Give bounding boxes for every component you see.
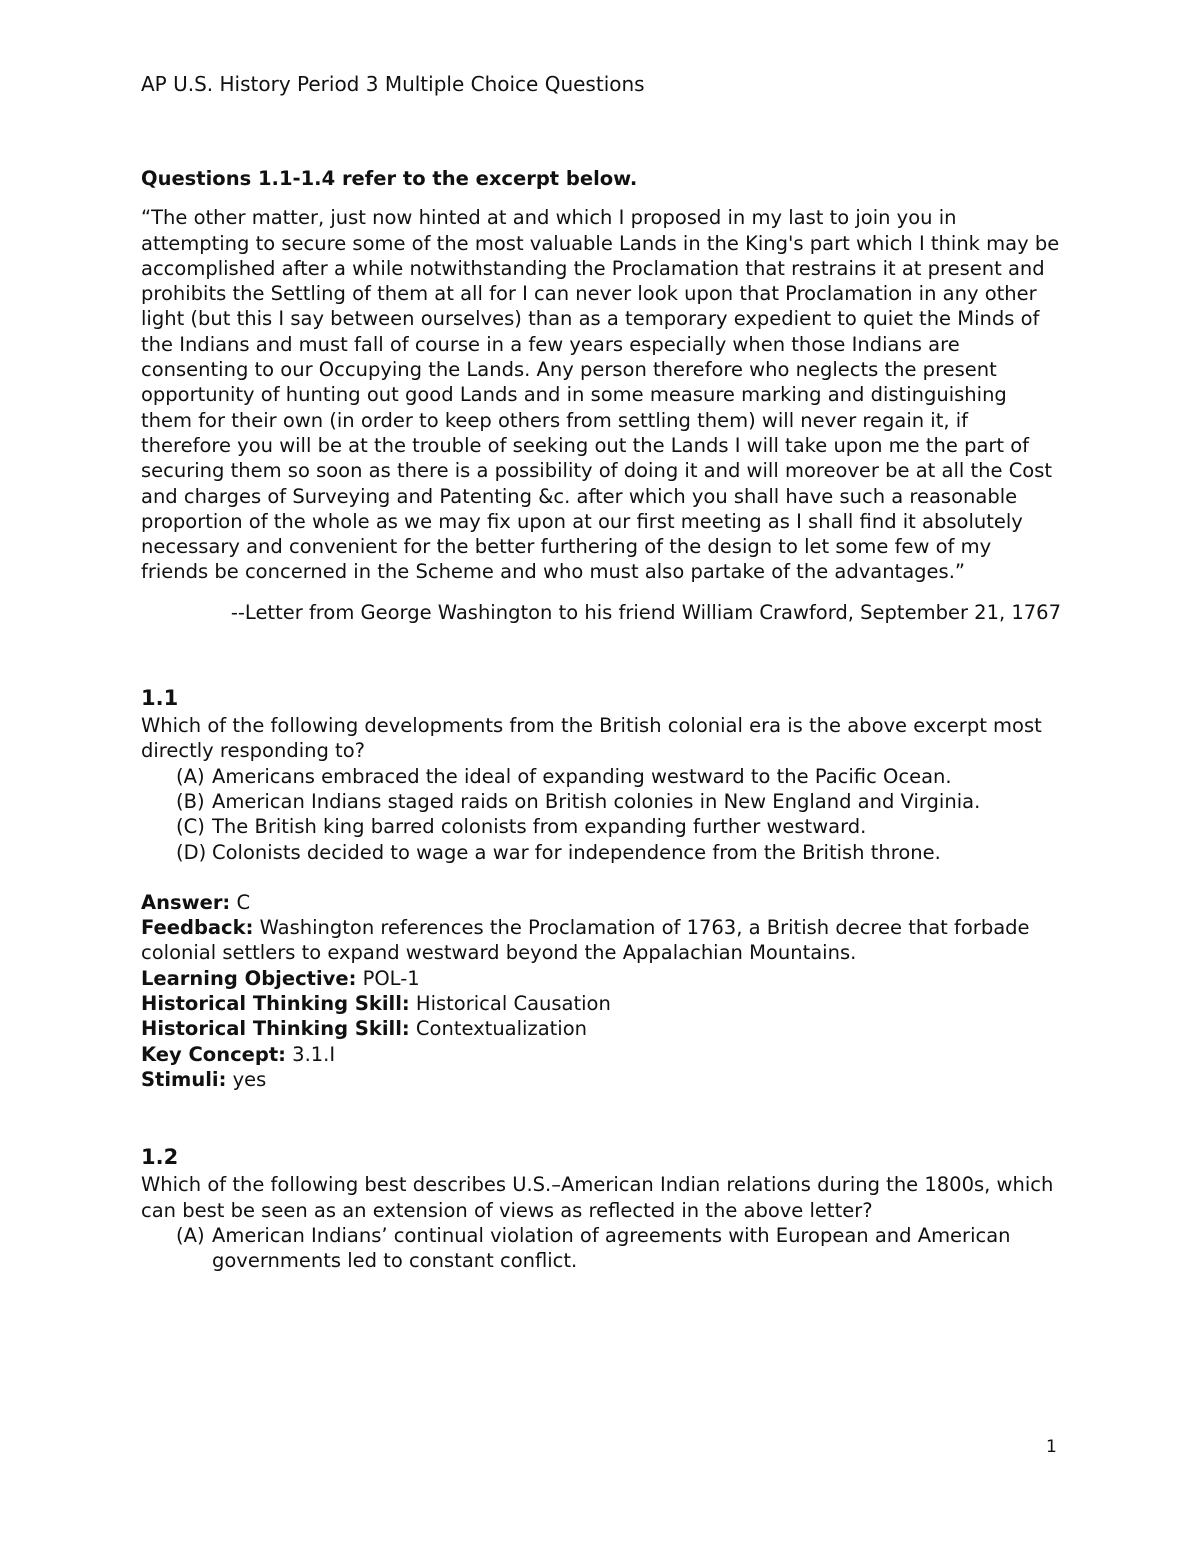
question-number: 1.2 [141,1145,179,1170]
meta-label: Feedback: [141,916,254,940]
page-number: 1 [1046,1437,1057,1457]
meta-label: Key Concept: [141,1042,286,1066]
answer-options [141,764,1061,865]
excerpt-text: “The other matter, just now hinted at and which I proposed in my last to join you in attempting to secure some of the most valuable Lands in the King's part which I think may be accomplished after a while notwithstanding the Proclamation that restrains it at present and prohibits the Settling of them at all for I can never look upon that Proclamation in any other light (but this I say between ourselves) than as a temporary expedient to quiet the Minds of the Indians and must fall of course in a few years especially when those Indians are consenting to our Occupying the Lands. Any person therefore who neglects the present opportunity of hunting out good Lands and in some measure marking and distinguishing them for their own (in order to keep others from settling them) will never regain it, if therefore you will be at the trouble of seeking out the Lands I will take upon me the part of securing them so soon as there is a possibility of doing it and will moreover be at all the Cost and charges of Surveying and Patenting &c. after which you shall have such a reasonable proportion of the whole as we may fix upon at our first meeting as I shall find it absolutely necessary and convenient for the better furthering of the design to let some few of my friends be concerned in the Scheme and who must also partake of the advantages.” [141,206,1060,584]
meta-value: 3.1.I [292,1042,336,1066]
thinking-skill-row [141,1016,1061,1041]
option-letter: (B) [176,789,205,813]
option-text: Americans embraced the ideal of expanding westward to the Pacific Ocean. [212,764,952,788]
option-letter: (A) [176,1223,205,1247]
meta-value: yes [232,1067,267,1091]
meta-label: Learning Objective: [141,966,357,990]
answer-option-c [141,814,1061,839]
thinking-skill-row [141,991,1061,1016]
answer-option-b [141,789,1061,814]
answer-option-a [141,1223,1061,1274]
meta-label: Historical Thinking Skill: [141,1017,410,1041]
excerpt-attribution: --Letter from George Washington to his friend William Crawford, September 21, 1767 [230,600,1061,624]
meta-value: C [236,890,251,914]
question-text: Which of the following best describes U.S.–American Indian relations during the 1800s, which can best be seen as an extension of views as reflected in the above letter? [141,1173,1054,1222]
answer-option-d [141,840,1061,865]
option-text: American Indians’ continual violation of agreements with European and American governments led to constant conflict. [212,1223,1011,1273]
learning-objective-row [141,966,1061,991]
meta-value: POL-1 [362,966,420,990]
answer-option-a [141,764,1061,789]
meta-value: Historical Causation [415,992,611,1016]
excerpt-intro: Questions 1.1-1.4 refer to the excerpt below. [141,167,638,190]
answer-row [141,890,1061,915]
option-text: American Indians staged raids on British colonies in New England and Virginia. [212,789,981,813]
feedback-row [141,915,1061,966]
answer-metadata [141,890,1061,1092]
meta-value: Contextualization [415,1017,587,1041]
question-text: Which of the following developments from the British colonial era is the above excerpt most directly responding to? [141,714,1042,763]
option-letter: (C) [176,815,205,839]
answer-options [141,1223,1061,1274]
meta-label: Historical Thinking Skill: [141,992,410,1016]
key-concept-row [141,1042,1061,1067]
option-letter: (A) [176,764,205,788]
document-body [141,166,1061,1273]
page-header: AP U.S. History Period 3 Multiple Choice Questions [141,72,645,96]
option-text: The British king barred colonists from expanding further westward. [212,815,867,839]
stimuli-row [141,1067,1061,1092]
question-1-1 [141,685,1061,1092]
meta-label: Stimuli: [141,1067,227,1091]
option-letter: (D) [176,840,207,864]
question-1-2 [141,1144,1061,1273]
meta-value: Washington references the Proclamation of 1763, a British decree that forbade colonial settlers to expand westward beyond the Appalachian Mountains. [141,916,1030,965]
option-text: Colonists decided to wage a war for independence from the British throne. [212,840,941,864]
question-number: 1.1 [141,686,179,711]
meta-label: Answer: [141,890,231,914]
